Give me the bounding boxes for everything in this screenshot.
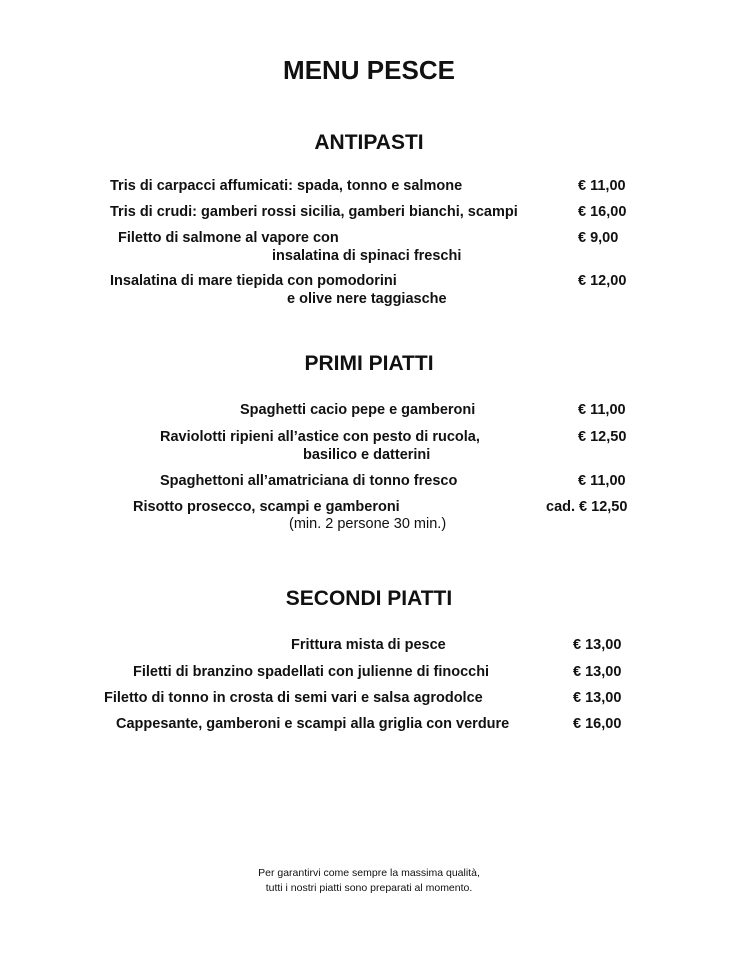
dish-detail: e olive nere taggiasche [287, 291, 447, 307]
dish-name: Tris di carpacci affumicati: spada, tonno e salmone [110, 178, 463, 194]
dish-name: Spaghetti cacio pepe e gamberoni [240, 402, 476, 418]
section-heading-secondi: SECONDI PIATTI [285, 587, 453, 610]
dish-name: Tris di crudi: gamberi rossi sicilia, gamberi bianchi, scampi [110, 204, 518, 220]
dish-name: Filetti di branzino spadellati con julienne di finocchi [133, 664, 490, 680]
dish-price: € 13,00 [573, 690, 622, 706]
section-heading-antipasti: ANTIPASTI [314, 131, 424, 154]
dish-price: € 11,00 [578, 402, 626, 418]
dish-name: Filetto di salmone al vapore con [118, 230, 339, 246]
dish-name: Risotto prosecco, scampi e gamberoni [133, 499, 400, 515]
footer-line: Per garantirvi come sempre la massima qualità, [258, 867, 480, 879]
dish-detail: (min. 2 persone 30 min.) [289, 516, 447, 532]
dish-price: € 12,00 [578, 273, 627, 289]
footer-note [0, 866, 738, 896]
dish-name: Filetto di tonno in crosta di semi vari e salsa agrodolce [104, 690, 483, 706]
dish-price: € 12,50 [578, 429, 627, 445]
dish-price: € 9,00 [578, 230, 619, 246]
footer-line: tutti i nostri piatti sono preparati al momento. [265, 882, 473, 894]
menu-title: MENU PESCE [283, 55, 455, 85]
dish-price: cad. € 12,50 [546, 499, 628, 515]
dish-price: € 11,00 [578, 473, 626, 489]
dish-name: Frittura mista di pesce [291, 637, 446, 653]
dish-name: Raviolotti ripieni all’astice con pesto di rucola, [160, 429, 480, 445]
dish-price: € 13,00 [573, 637, 622, 653]
dish-price: € 11,00 [578, 178, 626, 194]
dish-name: Cappesante, gamberoni e scampi alla griglia con verdure [116, 716, 510, 732]
dish-detail: insalatina di spinaci freschi [272, 248, 462, 264]
dish-name: Spaghettoni all’amatriciana di tonno fresco [160, 473, 458, 489]
dish-detail: basilico e datterini [303, 447, 431, 463]
section-heading-primi: PRIMI PIATTI [304, 352, 434, 375]
dish-name: Insalatina di mare tiepida con pomodorini [110, 273, 397, 289]
dish-price: € 13,00 [573, 664, 622, 680]
dish-price: € 16,00 [573, 716, 622, 732]
dish-price: € 16,00 [578, 204, 627, 220]
